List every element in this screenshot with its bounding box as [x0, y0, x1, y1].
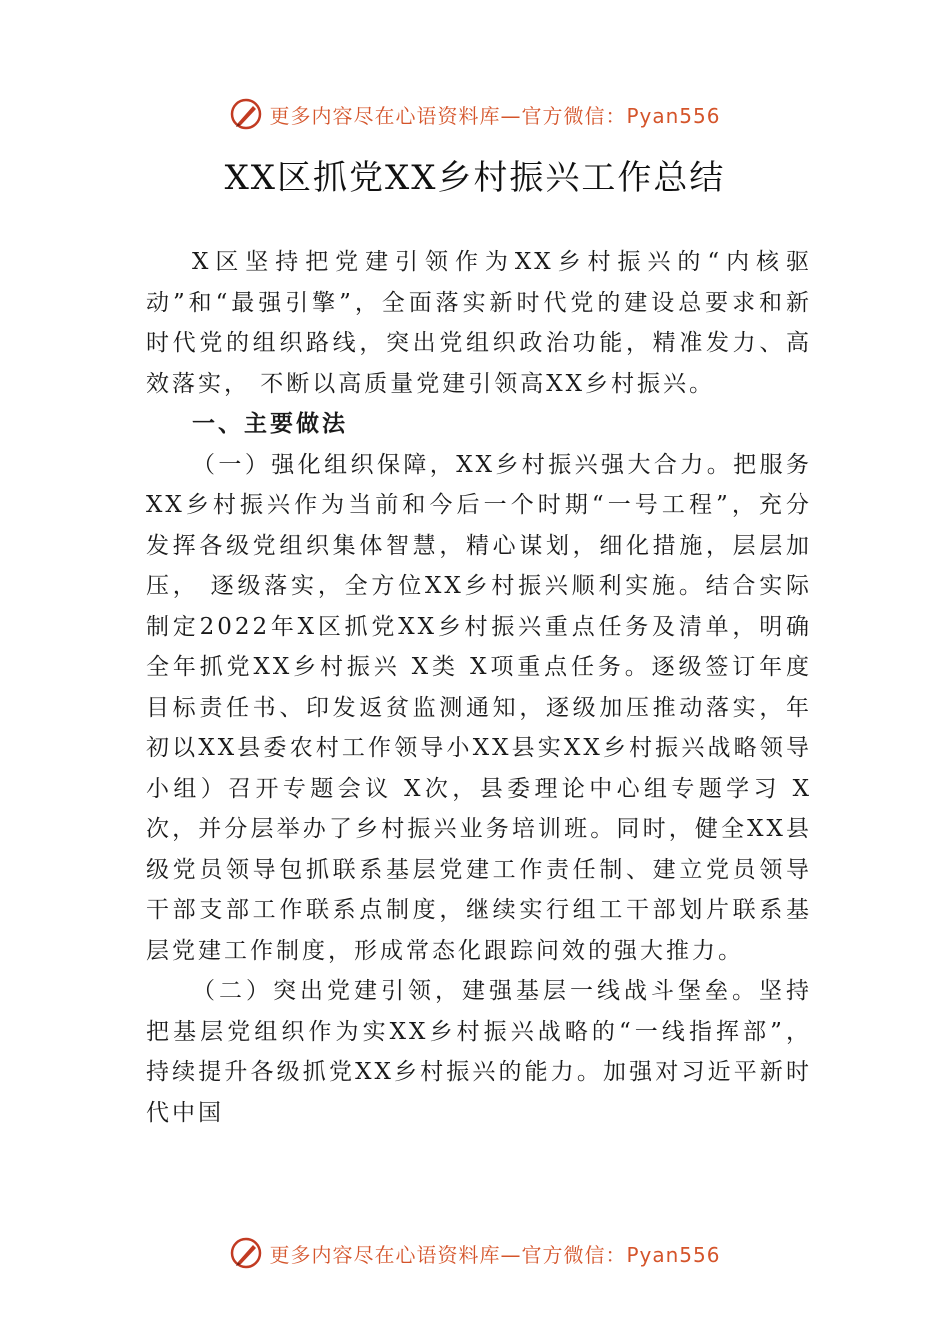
- intro-paragraph: X区坚持把党建引领作为XX乡村振兴的“内核驱动”和“最强引擎”，全面落实新时代党的建设总要求和新时代党的组织路线，突出党组织政治功能，精准发力、高效落实， 不断以高质量党建引领高XX乡村振兴。: [146, 249, 812, 397]
- document-title: XX区抓党XX乡村振兴工作总结: [224, 158, 726, 198]
- watermark-header: [0, 94, 950, 134]
- section-heading: 一、主要做法: [192, 411, 348, 437]
- watermark-footer: [0, 1233, 950, 1273]
- document-body: [146, 242, 812, 1133]
- paragraph-1: （一）强化组织保障，XX乡村振兴强大合力。把服务XX乡村振兴作为当前和今后一个时期“一号工程”，充分发挥各级党组织集体智慧，精心谋划，细化措施，层层加压， 逐级落实，全方位XX乡村振兴顺利实施。结合实际制定2022年X区抓党XX乡村振兴重点任务及清单，明确全年抓党XX乡村振兴 X类 X项重点任务。逐级签订年度目标责任书、印发返贫监测通知，逐级加压推动落实，年初以XX县委农村工作领导小XX县实XX乡村振兴战略领导小组）召开专题会议 X次，县委理论中心组专题学习 X次，并分层举办了乡村振兴业务培训班。同时，健全XX县级党员领导包抓联系基层党建工作责任制、建立党员领导干部支部工作联系点制度，继续实行组工干部划片联系基层党建工作制度，形成常态化跟踪问效的强大推力。: [146, 451, 812, 964]
- watermark-text: 更多内容尽在心语资料库—官方微信：Pyan556: [269, 1242, 721, 1267]
- paragraph-2: （二）突出党建引领，建强基层一线战斗堡垒。坚持把基层党组织作为实XX乡村振兴战略的“一线指挥部”，持续提升各级抓党XX乡村振兴的能力。加强对习近平新时代中国: [146, 978, 812, 1126]
- pen-logo-icon: [229, 97, 263, 131]
- watermark-text: 更多内容尽在心语资料库—官方微信：Pyan556: [269, 103, 721, 128]
- pen-logo-icon: [229, 1236, 263, 1270]
